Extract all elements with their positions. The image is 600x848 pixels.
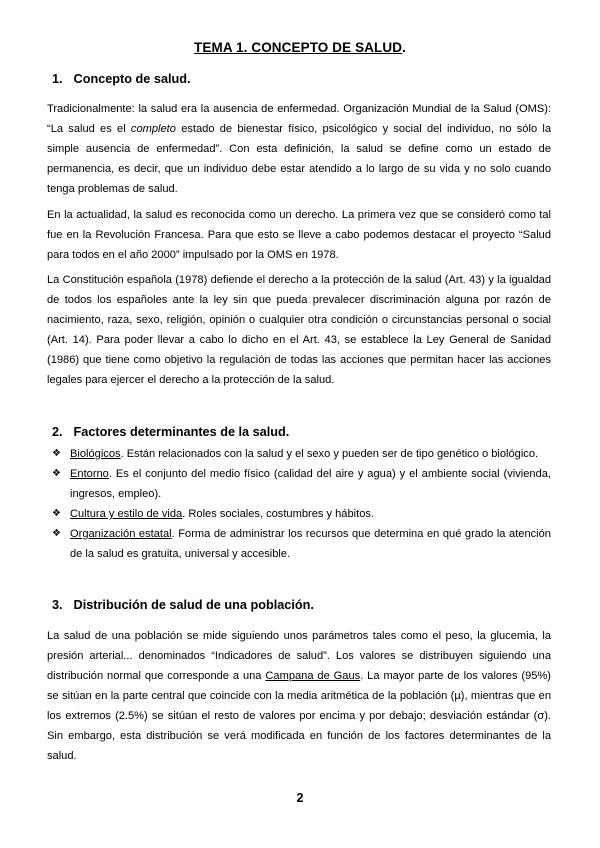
diamond-bullet-icon: ❖ xyxy=(52,448,61,459)
section-1-paragraph-2: En la actualidad, la salud es reconocida como un derecho. La primera vez que se consideró como tal fue en la Revolución Francesa. Para que esto se lleve a cabo podemos destacar el proyecto “Salud para todos en el año 2000” impulsado por la OMS en 1978. xyxy=(47,209,551,261)
section-1-heading xyxy=(52,72,191,86)
page-number: 2 xyxy=(296,791,304,805)
list-item-term: Entorno xyxy=(70,468,109,480)
title-text: TEMA 1. CONCEPTO DE SALUD xyxy=(194,40,403,55)
section-3-paragraph: La salud de una población se mide siguiendo unos parámetros tales como el peso, la glucemia, la presión arterial... denominados “Indicadores de salud”. Los valores se distribuyen siguiendo una distribución normal que corresponde a una Campana de Gaus. La mayor parte de los valores (95%) se sitúan en la parte central que coincide con la media aritmética de la población (µ), mientras que en los extremos (2.5%) se sitúan el resto de valores por encima y por debajo; desviación estándar (σ). Sin embargo, esta distribución se verá modificada en función de los factores determinantes de la salud. xyxy=(47,630,552,762)
list-item-term: Biológicos xyxy=(70,448,121,460)
list-item: ❖ Organización estatal. Forma de administrar los recursos que determina en qué grado la atención de la salud es gratuita, universal y accesible. xyxy=(52,524,551,564)
diamond-bullet-icon: ❖ xyxy=(52,508,61,519)
section-number: 3. xyxy=(52,598,63,612)
list-item: ❖ Entorno. Es el conjunto del medio físico (calidad del aire y agua) y el ambiente social (vivienda, ingresos, empleo). xyxy=(52,464,551,504)
section-number: 2. xyxy=(52,425,63,439)
campana-de-gaus-link: Campana de Gaus xyxy=(265,670,361,682)
section-1-paragraph-1: Tradicionalmente: la salud era la ausencia de enfermedad. Organización Mundial de la Salud (OMS): “La salud es el completo estado de bienestar físico, psicológico y social del individuo, no sólo la simple ausencia de enfermedad”. Con esta definición, la salud se define como un estado de permanencia, es decir, que un individuo debe estar atendido a lo largo de su vida y no solo cuando tenga problemas de salud. xyxy=(47,103,551,195)
determinants-list xyxy=(52,444,551,564)
section-3-heading xyxy=(52,598,314,612)
list-item-term: Organización estatal xyxy=(70,528,172,540)
section-1-paragraph-3: La Constitución española (1978) defiende el derecho a la protección de la salud (Art. 43) y la igualdad de todos los españoles ante la ley sin que pueda prevalecer discriminación alguna por razón de nacimiento, raza, sexo, religión, opinión o cualquier otra condición o circunstancias personal o social (Art. 14). Para poder llevar a cabo lo dicho en el Art. 43, se establece la Ley General de Sanidad (1986) que tiene como objetivo la regulación de todas las acciones que permitan hacer las acciones legales para ejercer el derecho a la protección de la salud. xyxy=(47,274,551,386)
title-suffix: . xyxy=(402,40,406,55)
list-item: ❖ Biológicos. Están relacionados con la salud y el sexo y pueden ser de tipo genético o biológico. xyxy=(52,444,551,464)
section-title: Distribución de salud de una población. xyxy=(73,598,314,612)
section-title: Concepto de salud. xyxy=(73,72,191,86)
diamond-bullet-icon: ❖ xyxy=(52,468,61,479)
list-item: ❖ Cultura y estilo de vida. Roles sociales, costumbres y hábitos. xyxy=(52,504,551,524)
emphasis-text: completo xyxy=(130,123,176,135)
diamond-bullet-icon: ❖ xyxy=(52,528,61,539)
section-title: Factores determinantes de la salud. xyxy=(73,425,290,439)
page-title xyxy=(0,40,600,55)
section-number: 1. xyxy=(52,72,63,86)
list-item-term: Cultura y estilo de vida xyxy=(70,508,183,520)
section-2-heading xyxy=(52,425,289,439)
